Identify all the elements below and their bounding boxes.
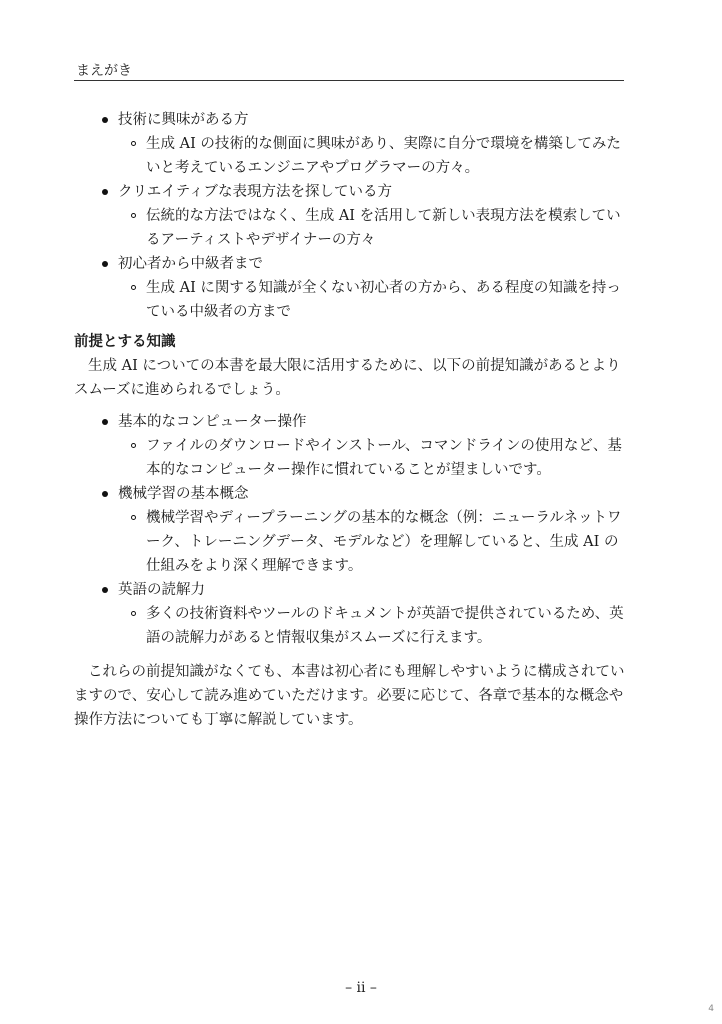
list-item	[74, 482, 626, 578]
sub-list-item-text: 多くの技術資料やツールのドキュメントが英語で提供されているため、英語の読解力があると情報収集がスムーズに行えます。	[146, 606, 624, 646]
sub-list-item	[118, 602, 626, 650]
sub-list-item	[118, 132, 626, 180]
list-item-label: クリエイティブな表現方法を探している方	[118, 184, 393, 200]
sub-list-item	[118, 506, 626, 578]
circle-bullet-icon	[131, 443, 136, 448]
list-item-label: 機械学習の基本概念	[118, 486, 249, 502]
closing-paragraph: これらの前提知識がなくても、本書は初心者にも理解しやすいように構成されていますので、安心して読み進めていただけます。必要に応じて、各章で基本的な概念や操作方法についても丁寧に解説しています。	[74, 664, 625, 728]
list-item	[74, 252, 626, 324]
circle-bullet-icon	[131, 611, 136, 616]
bullet-icon	[102, 587, 108, 593]
page-number: – ii –	[345, 980, 377, 996]
sub-list	[118, 506, 626, 578]
sub-list-item-text: 伝統的な方法ではなく、生成 AI を活用して新しい表現方法を模索しているアーティストやデザイナーの方々	[146, 208, 621, 248]
list-item	[74, 410, 626, 482]
intro-paragraph: 生成 AI についての本書を最大限に活用するために、以下の前提知識があるとよりスムーズに進められるでしょう。	[74, 358, 621, 398]
list-item-label: 英語の読解力	[118, 582, 205, 598]
bullet-icon	[102, 189, 108, 195]
header-rule	[74, 80, 624, 81]
list-item-label: 基本的なコンピューター操作	[118, 414, 307, 430]
sub-list	[118, 434, 626, 482]
sub-list-item	[118, 276, 626, 324]
list-item	[74, 180, 626, 252]
sub-list	[118, 132, 626, 180]
list-item	[74, 578, 626, 650]
prerequisites-list	[74, 410, 626, 650]
sub-list-item-text: 生成 AI に関する知識が全くない初心者の方から、ある程度の知識を持っている中級者の方まで	[146, 280, 621, 320]
list-item	[74, 108, 626, 180]
page-content	[74, 108, 626, 732]
sub-list	[118, 204, 626, 252]
audience-list	[74, 108, 626, 324]
section-heading: 前提とする知識	[74, 334, 176, 350]
sub-list-item-text: ファイルのダウンロードやインストール、コマンドラインの使用など、基本的なコンピューター操作に慣れていることが望ましいです。	[146, 438, 622, 478]
sub-list	[118, 276, 626, 324]
bullet-icon	[102, 491, 108, 497]
circle-bullet-icon	[131, 515, 136, 520]
sub-list-item	[118, 434, 626, 482]
bullet-icon	[102, 117, 108, 123]
circle-bullet-icon	[131, 213, 136, 218]
scan-page-number: 4	[708, 1004, 714, 1014]
bullet-icon	[102, 261, 108, 267]
sub-list-item	[118, 204, 626, 252]
list-item-label: 技術に興味がある方	[118, 112, 249, 128]
sub-list	[118, 602, 626, 650]
bullet-icon	[102, 419, 108, 425]
list-item-label: 初心者から中級者まで	[118, 256, 263, 272]
circle-bullet-icon	[131, 285, 136, 290]
circle-bullet-icon	[131, 141, 136, 146]
sub-list-item-text: 生成 AI の技術的な側面に興味があり、実際に自分で環境を構築してみたいと考えているエンジニアやプログラマーの方々。	[146, 136, 621, 176]
sub-list-item-text: 機械学習やディープラーニングの基本的な概念（例：ニューラルネットワーク、トレーニングデータ、モデルなど）を理解していると、生成 AI の仕組みをより深く理解できます。	[146, 510, 622, 574]
running-header: まえがき	[76, 63, 132, 79]
